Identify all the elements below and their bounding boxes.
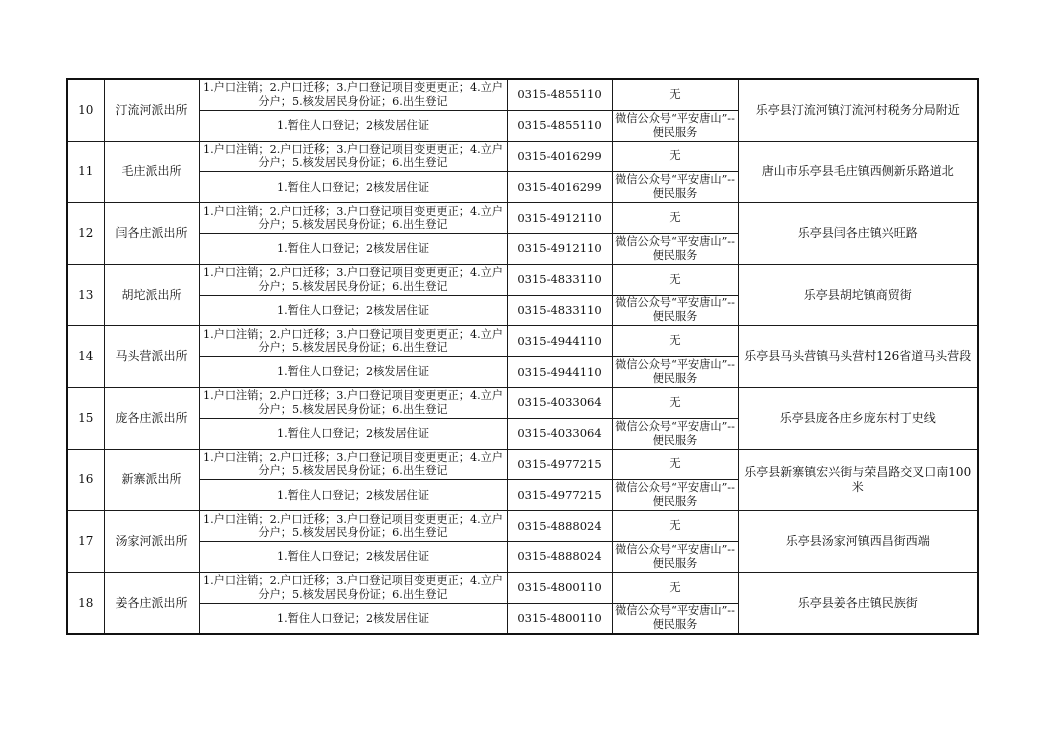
service-items-a: 1.户口注销；2.户口迁移；3.户口登记项目变更更正；4.立户分户；5.核发居民身份证；6.出生登记 bbox=[199, 449, 507, 480]
phone-b: 0315-4977215 bbox=[507, 480, 612, 511]
table-row bbox=[67, 264, 978, 295]
station-name: 马头营派出所 bbox=[104, 326, 199, 388]
phone-b: 0315-4033064 bbox=[507, 418, 612, 449]
online-channel-b: 微信公众号“平安唐山”--便民服务 bbox=[612, 357, 738, 388]
online-channel-a: 无 bbox=[612, 141, 738, 172]
online-channel-a: 无 bbox=[612, 449, 738, 480]
table-row bbox=[67, 387, 978, 418]
table-row bbox=[67, 79, 978, 110]
table-row bbox=[67, 203, 978, 234]
phone-b: 0315-4855110 bbox=[507, 110, 612, 141]
police-station-table bbox=[66, 78, 979, 635]
station-address: 乐亭县闫各庄镇兴旺路 bbox=[738, 203, 978, 265]
row-number: 11 bbox=[67, 141, 104, 203]
row-number: 15 bbox=[67, 387, 104, 449]
phone-a: 0315-4855110 bbox=[507, 79, 612, 110]
table-row bbox=[67, 572, 978, 603]
station-address: 乐亭县汤家河镇西昌街西端 bbox=[738, 511, 978, 573]
online-channel-b: 微信公众号“平安唐山”--便民服务 bbox=[612, 172, 738, 203]
service-items-a: 1.户口注销；2.户口迁移；3.户口登记项目变更更正；4.立户分户；5.核发居民身份证；6.出生登记 bbox=[199, 326, 507, 357]
row-number: 10 bbox=[67, 79, 104, 141]
online-channel-b: 微信公众号“平安唐山”--便民服务 bbox=[612, 603, 738, 634]
service-items-a: 1.户口注销；2.户口迁移；3.户口登记项目变更更正；4.立户分户；5.核发居民身份证；6.出生登记 bbox=[199, 79, 507, 110]
service-items-b: 1.暂住人口登记；2核发居住证 bbox=[199, 233, 507, 264]
phone-a: 0315-4833110 bbox=[507, 264, 612, 295]
service-items-a: 1.户口注销；2.户口迁移；3.户口登记项目变更更正；4.立户分户；5.核发居民身份证；6.出生登记 bbox=[199, 203, 507, 234]
service-items-b: 1.暂住人口登记；2核发居住证 bbox=[199, 295, 507, 326]
table-row bbox=[67, 449, 978, 480]
station-address: 乐亭县汀流河镇汀流河村税务分局附近 bbox=[738, 79, 978, 141]
service-items-a: 1.户口注销；2.户口迁移；3.户口登记项目变更更正；4.立户分户；5.核发居民身份证；6.出生登记 bbox=[199, 511, 507, 542]
row-number: 12 bbox=[67, 203, 104, 265]
phone-a: 0315-4944110 bbox=[507, 326, 612, 357]
phone-a: 0315-4912110 bbox=[507, 203, 612, 234]
row-number: 18 bbox=[67, 572, 104, 634]
phone-a: 0315-4033064 bbox=[507, 387, 612, 418]
service-items-b: 1.暂住人口登记；2核发居住证 bbox=[199, 418, 507, 449]
station-name: 汤家河派出所 bbox=[104, 511, 199, 573]
station-address: 乐亭县马头营镇马头营村126省道马头营段 bbox=[738, 326, 978, 388]
service-items-b: 1.暂住人口登记；2核发居住证 bbox=[199, 172, 507, 203]
station-name: 闫各庄派出所 bbox=[104, 203, 199, 265]
station-name: 庞各庄派出所 bbox=[104, 387, 199, 449]
service-items-b: 1.暂住人口登记；2核发居住证 bbox=[199, 110, 507, 141]
online-channel-b: 微信公众号“平安唐山”--便民服务 bbox=[612, 110, 738, 141]
online-channel-a: 无 bbox=[612, 264, 738, 295]
table-body bbox=[67, 79, 978, 634]
station-address: 唐山市乐亭县毛庄镇西侧新乐路道北 bbox=[738, 141, 978, 203]
phone-b: 0315-4833110 bbox=[507, 295, 612, 326]
row-number: 13 bbox=[67, 264, 104, 326]
online-channel-a: 无 bbox=[612, 79, 738, 110]
table-row bbox=[67, 326, 978, 357]
phone-a: 0315-4888024 bbox=[507, 511, 612, 542]
row-number: 16 bbox=[67, 449, 104, 511]
row-number: 17 bbox=[67, 511, 104, 573]
phone-b: 0315-4944110 bbox=[507, 357, 612, 388]
service-items-b: 1.暂住人口登记；2核发居住证 bbox=[199, 541, 507, 572]
phone-b: 0315-4888024 bbox=[507, 541, 612, 572]
online-channel-b: 微信公众号“平安唐山”--便民服务 bbox=[612, 480, 738, 511]
service-items-b: 1.暂住人口登记；2核发居住证 bbox=[199, 603, 507, 634]
phone-b: 0315-4016299 bbox=[507, 172, 612, 203]
phone-b: 0315-4800110 bbox=[507, 603, 612, 634]
service-items-b: 1.暂住人口登记；2核发居住证 bbox=[199, 480, 507, 511]
station-address: 乐亭县新寨镇宏兴街与荣昌路交叉口南100米 bbox=[738, 449, 978, 511]
station-address: 乐亭县胡坨镇商贸街 bbox=[738, 264, 978, 326]
table-row bbox=[67, 141, 978, 172]
service-items-a: 1.户口注销；2.户口迁移；3.户口登记项目变更更正；4.立户分户；5.核发居民身份证；6.出生登记 bbox=[199, 572, 507, 603]
online-channel-b: 微信公众号“平安唐山”--便民服务 bbox=[612, 418, 738, 449]
station-name: 新寨派出所 bbox=[104, 449, 199, 511]
table-row bbox=[67, 511, 978, 542]
online-channel-a: 无 bbox=[612, 387, 738, 418]
station-name: 姜各庄派出所 bbox=[104, 572, 199, 634]
online-channel-a: 无 bbox=[612, 326, 738, 357]
phone-a: 0315-4977215 bbox=[507, 449, 612, 480]
service-items-a: 1.户口注销；2.户口迁移；3.户口登记项目变更更正；4.立户分户；5.核发居民身份证；6.出生登记 bbox=[199, 264, 507, 295]
station-address: 乐亭县姜各庄镇民族街 bbox=[738, 572, 978, 634]
online-channel-b: 微信公众号“平安唐山”--便民服务 bbox=[612, 541, 738, 572]
online-channel-a: 无 bbox=[612, 572, 738, 603]
phone-a: 0315-4800110 bbox=[507, 572, 612, 603]
service-items-a: 1.户口注销；2.户口迁移；3.户口登记项目变更更正；4.立户分户；5.核发居民身份证；6.出生登记 bbox=[199, 387, 507, 418]
service-items-b: 1.暂住人口登记；2核发居住证 bbox=[199, 357, 507, 388]
online-channel-b: 微信公众号“平安唐山”--便民服务 bbox=[612, 233, 738, 264]
station-name: 汀流河派出所 bbox=[104, 79, 199, 141]
station-address: 乐亭县庞各庄乡庞东村丁史线 bbox=[738, 387, 978, 449]
phone-a: 0315-4016299 bbox=[507, 141, 612, 172]
online-channel-a: 无 bbox=[612, 203, 738, 234]
online-channel-a: 无 bbox=[612, 511, 738, 542]
online-channel-b: 微信公众号“平安唐山”--便民服务 bbox=[612, 295, 738, 326]
phone-b: 0315-4912110 bbox=[507, 233, 612, 264]
row-number: 14 bbox=[67, 326, 104, 388]
station-name: 胡坨派出所 bbox=[104, 264, 199, 326]
station-name: 毛庄派出所 bbox=[104, 141, 199, 203]
service-items-a: 1.户口注销；2.户口迁移；3.户口登记项目变更更正；4.立户分户；5.核发居民身份证；6.出生登记 bbox=[199, 141, 507, 172]
